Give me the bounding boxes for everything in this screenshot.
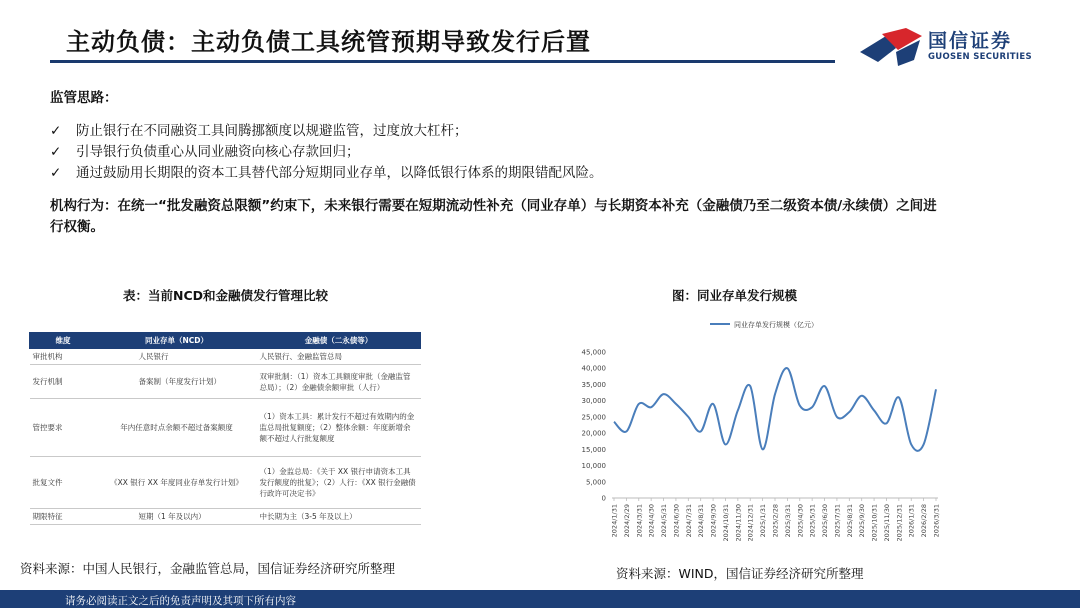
x-tick-label: 2025/3/31	[783, 504, 792, 538]
y-tick-label: 25,000	[581, 413, 606, 422]
table-cell: 年内任意时点余额不超过备案额度	[97, 399, 257, 457]
table-header-row	[30, 333, 421, 349]
x-tick-label: 2024/5/31	[660, 504, 669, 538]
y-tick-label: 35,000	[581, 380, 606, 389]
section-heading: 监管思路：	[50, 90, 118, 106]
bullet-item	[50, 163, 603, 184]
title-underline	[50, 60, 835, 63]
chart-legend	[710, 320, 818, 329]
table-cell: 批复文件	[30, 457, 97, 509]
y-tick-label: 40,000	[581, 364, 606, 373]
x-tick-label: 2024/2/29	[622, 504, 631, 538]
comparison-table	[29, 332, 421, 525]
y-tick-label: 15,000	[581, 445, 606, 454]
x-tick-label: 2025/2/28	[771, 504, 780, 538]
table-cell: 备案制（年度发行计划）	[97, 365, 257, 399]
table-header-cell: 维度	[30, 333, 97, 349]
table-cell: 《XX 银行 XX 年度同业存单发行计划》	[97, 457, 257, 509]
table-cell: 人民银行	[97, 349, 257, 365]
x-tick-label: 2024/1/31	[610, 504, 619, 538]
x-tick-label: 2024/4/30	[647, 504, 656, 538]
x-tick-label: 2025/12/31	[895, 504, 904, 542]
institution-behavior-paragraph: 机构行为：在统一“批发融资总限额”约束下，未来银行需要在短期流动性补充（同业存单）与长期资本补充（金融债乃至二级资本债/永续债）之间进行权衡。	[50, 198, 937, 235]
x-tick-label: 2024/6/30	[672, 504, 681, 538]
table-row	[30, 365, 421, 399]
y-tick-label: 20,000	[581, 429, 606, 438]
x-tick-label: 2025/9/30	[858, 504, 867, 538]
table-cell: 管控要求	[30, 399, 97, 457]
x-tick-label: 2024/9/30	[709, 504, 718, 538]
page-title: 主动负债：主动负债工具统管预期导致发行后置	[66, 28, 591, 56]
footer-bar	[0, 590, 1080, 608]
check-icon: ✓	[50, 165, 62, 181]
table-cell: 短期（1 年及以内）	[97, 509, 257, 525]
y-tick-label: 0	[601, 494, 606, 503]
x-tick-label: 2024/10/31	[721, 504, 730, 542]
chart-y-axis	[582, 349, 607, 503]
chart-plot-area	[614, 368, 936, 451]
x-tick-label: 2024/11/30	[734, 504, 743, 542]
table-cell: （1）金监总局：《关于 XX 银行申请资本工具发行额度的批复》；（2）人行：《XX 银行金融债行政许可决定书》	[257, 457, 421, 509]
bullet-item	[50, 142, 603, 163]
bullet-text: 通过鼓励用长期限的资本工具替代部分短期同业存单，以降低银行体系的期限错配风险。	[76, 165, 603, 181]
table-cell: 期限特征	[30, 509, 97, 525]
bullet-text: 引导银行负债重心从同业融资向核心存款回归；	[76, 144, 360, 160]
table-row	[30, 457, 421, 509]
x-tick-label: 2025/8/31	[845, 504, 854, 538]
table-cell: 审批机构	[30, 349, 97, 365]
x-tick-label: 2025/4/30	[796, 504, 805, 538]
x-tick-label: 2025/7/31	[833, 504, 842, 538]
table-cell: （1）资本工具：累计发行不超过有效期内的金监总局批复额度；（2）整体余额：年度新增余额不超过人行批复额度	[257, 399, 421, 457]
footer-disclaimer: 请务必阅读正文之后的免责声明及其项下所有内容	[65, 595, 296, 607]
chart-x-axis	[611, 498, 941, 541]
x-tick-label: 2025/1/31	[759, 504, 768, 538]
table-row	[30, 509, 421, 525]
bullet-text: 防止银行在不同融资工具间腾挪额度以规避监管，过度放大杠杆；	[76, 123, 468, 139]
chart-caption: 图：同业存单发行规模	[672, 288, 798, 303]
legend-label: 同业存单发行规模（亿元）	[734, 321, 818, 329]
table-cell: 人民银行、金融监管总局	[257, 349, 421, 365]
y-tick-label: 10,000	[581, 462, 606, 471]
check-icon: ✓	[50, 123, 62, 139]
ncd-issuance-chart	[570, 300, 970, 565]
table-caption: 表：当前NCD和金融债发行管理比较	[123, 288, 329, 303]
source-note-left: 资料来源：中国人民银行，金融监管总局，国信证券经济研究所整理	[20, 561, 396, 576]
series-line	[614, 368, 936, 451]
x-tick-label: 2025/11/30	[882, 504, 891, 542]
check-icon: ✓	[50, 144, 62, 160]
table-cell: 发行机制	[30, 365, 97, 399]
x-tick-label: 2025/6/30	[821, 504, 830, 538]
table-cell: 双审批制：（1）资本工具额度审批（金融监管总局）；（2）金融债余额审批（人行）	[257, 365, 421, 399]
bullet-list	[50, 121, 603, 184]
y-tick-label: 45,000	[581, 348, 606, 357]
x-tick-label: 2025/10/31	[870, 504, 879, 542]
y-tick-label: 30,000	[581, 397, 606, 406]
y-tick-label: 5,000	[585, 478, 606, 487]
x-tick-label: 2025/5/31	[808, 504, 817, 538]
table-header-cell: 同业存单（NCD）	[97, 333, 257, 349]
source-note-right: 资料来源：WIND，国信证券经济研究所整理	[616, 566, 864, 581]
x-tick-label: 2024/8/31	[697, 504, 706, 538]
table-header-cell: 金融债（二永债等）	[257, 333, 421, 349]
x-tick-label: 2026/3/31	[932, 504, 941, 538]
bullet-item	[50, 121, 603, 142]
table-row	[30, 349, 421, 365]
x-tick-label: 2024/12/31	[746, 504, 755, 542]
logo-mark-icon	[858, 26, 924, 68]
x-tick-label: 2024/3/31	[635, 504, 644, 538]
table-cell: 中长期为主（3-5 年及以上）	[257, 509, 421, 525]
table-row	[30, 399, 421, 457]
company-logo	[858, 26, 1038, 68]
x-tick-label: 2024/7/31	[684, 504, 693, 538]
logo-text-en: GUOSEN SECURITIES	[928, 52, 1032, 62]
logo-text-cn: 国信证券	[928, 30, 1013, 52]
x-tick-label: 2026/2/28	[920, 504, 929, 538]
x-tick-label: 2026/1/31	[907, 504, 916, 538]
